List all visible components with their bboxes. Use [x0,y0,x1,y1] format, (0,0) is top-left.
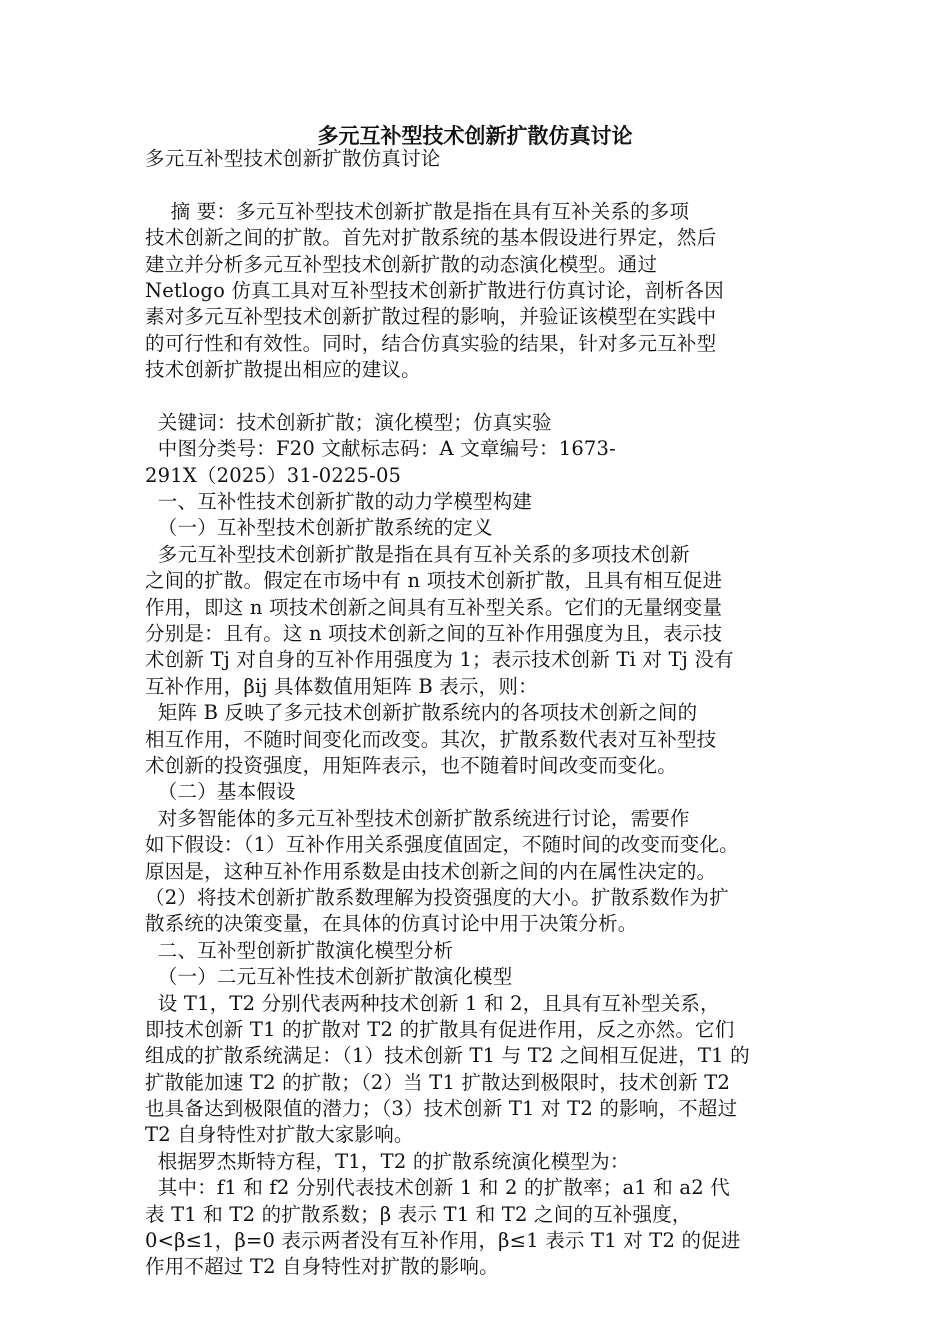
meta-line: 291X（2025）31-0225-05 [145,463,402,487]
abstract-line: Netlogo 仿真工具对互补型技术创新扩散进行仿真讨论，剖析各因 [145,278,724,302]
meta-line: 关键词：技术创新扩散；演化模型；仿真实验 [145,410,552,434]
text-line: 相互作用，不随时间变化而改变。其次，扩散系数代表对互补型技 [145,727,717,751]
text-line: 设 T1，T2 分别代表两种技术创新 1 和 2，且具有互补型关系， [145,991,720,1015]
abstract-line: 技术创新之间的扩散。首先对扩散系统的基本假设进行界定，然后 [145,226,717,250]
text-line: 扩散能加速 T2 的扩散；（2）当 T1 扩散达到极限时，技术创新 T2 [145,1070,731,1094]
text-line: 分别是：且有。这 n 项技术创新之间的互补作用强度为且，表示技 [145,622,723,646]
text-line: 之间的扩散。假定在市场中有 n 项技术创新扩散，且具有相互促进 [145,569,723,593]
text-line: 互补作用，βij 具体数值用矩阵 B 表示，则： [145,674,538,698]
text-line: 其中：f1 和 f2 分别代表技术创新 1 和 2 的扩散率；a1 和 a2 代 [145,1176,730,1200]
spacer [145,172,810,198]
abstract-section [145,199,810,384]
text-line: 对多智能体的多元互补型技术创新扩散系统进行讨论，需要作 [145,806,690,830]
text-line: （2）将技术创新扩散系数理解为投资强度的大小。扩散系数作为扩 [145,885,729,909]
text-line: 术创新的投资强度，用矩阵表示，也不随着时间改变而变化。 [145,753,677,777]
abstract-line: 建立并分析多元互补型技术创新扩散的动态演化模型。通过 [145,252,658,276]
text-line: 作用，即这 n 项技术创新之间具有互补型关系。它们的无量纲变量 [145,595,723,619]
text-line: （一）互补型技术创新扩散系统的定义 [145,516,493,540]
document-title: 多元互补型技术创新扩散仿真讨论 [317,123,633,148]
text-line: 矩阵 B 反映了多元技术创新扩散系统内的各项技术创新之间的 [145,701,698,725]
text-line: T2 自身特性对扩散大家影响。 [145,1123,414,1147]
text-line: 原因是，这种互补作用系数是由技术创新之间的内在属性决定的。 [145,859,717,883]
content-section [145,489,810,1281]
text-line: 一、互补性技术创新扩散的动力学模型构建 [145,490,533,514]
text-line: 多元互补型技术创新扩散是指在具有互补关系的多项技术创新 [145,542,690,566]
text-line: 散系统的决策变量，在具体的仿真讨论中用于决策分析。 [145,912,638,936]
abstract-line: 的可行性和有效性。同时，结合仿真实验的结果，针对多元互补型 [145,331,717,355]
text-line: 二、互补型创新扩散演化模型分析 [145,938,454,962]
text-line: （二）基本假设 [145,780,296,804]
text-line: 即技术创新 T1 的扩散对 T2 的扩散具有促进作用，反之亦然。它们 [145,1017,735,1041]
text-line: 也具备达到极限值的潜力；（3）技术创新 T1 对 T2 的影响，不超过 [145,1097,738,1121]
abstract-line: 素对多元互补型技术创新扩散过程的影响，并验证该模型在实践中 [145,305,717,329]
text-line: 作用不超过 T2 自身特性对扩散的影响。 [145,1255,499,1279]
abstract-line: 技术创新扩散提出相应的建议。 [145,358,421,382]
text-line: （一）二元互补性技术创新扩散演化模型 [145,965,513,989]
spacer [145,384,810,410]
text-line: 术创新 Tj 对自身的互补作用强度为 1；表示技术创新 Ti 对 Tj 没有 [145,648,734,672]
abstract-line: 摘 要：多元互补型技术创新扩散是指在具有互补关系的多项 [145,199,690,223]
meta-line: 中图分类号：F20 文献标志码：A 文章编号：1673- [145,437,616,461]
meta-section [145,410,810,489]
document-subtitle: 多元互补型技术创新扩散仿真讨论 [145,147,441,170]
document-body [145,146,810,1281]
text-line: 0<β≤1，β=0 表示两者没有互补作用，β≤1 表示 T1 对 T2 的促进 [145,1229,741,1253]
text-line: 如下假设：（1）互补作用关系强度值固定，不随时间的改变而变化。 [145,833,739,857]
text-line: 组成的扩散系统满足：（1）技术创新 T1 与 T2 之间相互促进，T1 的 [145,1044,750,1068]
text-line: 表 T1 和 T2 的扩散系数；β 表示 T1 和 T2 之间的互补强度， [145,1202,692,1226]
text-line: 根据罗杰斯特方程，T1，T2 的扩散系统演化模型为： [145,1149,630,1173]
